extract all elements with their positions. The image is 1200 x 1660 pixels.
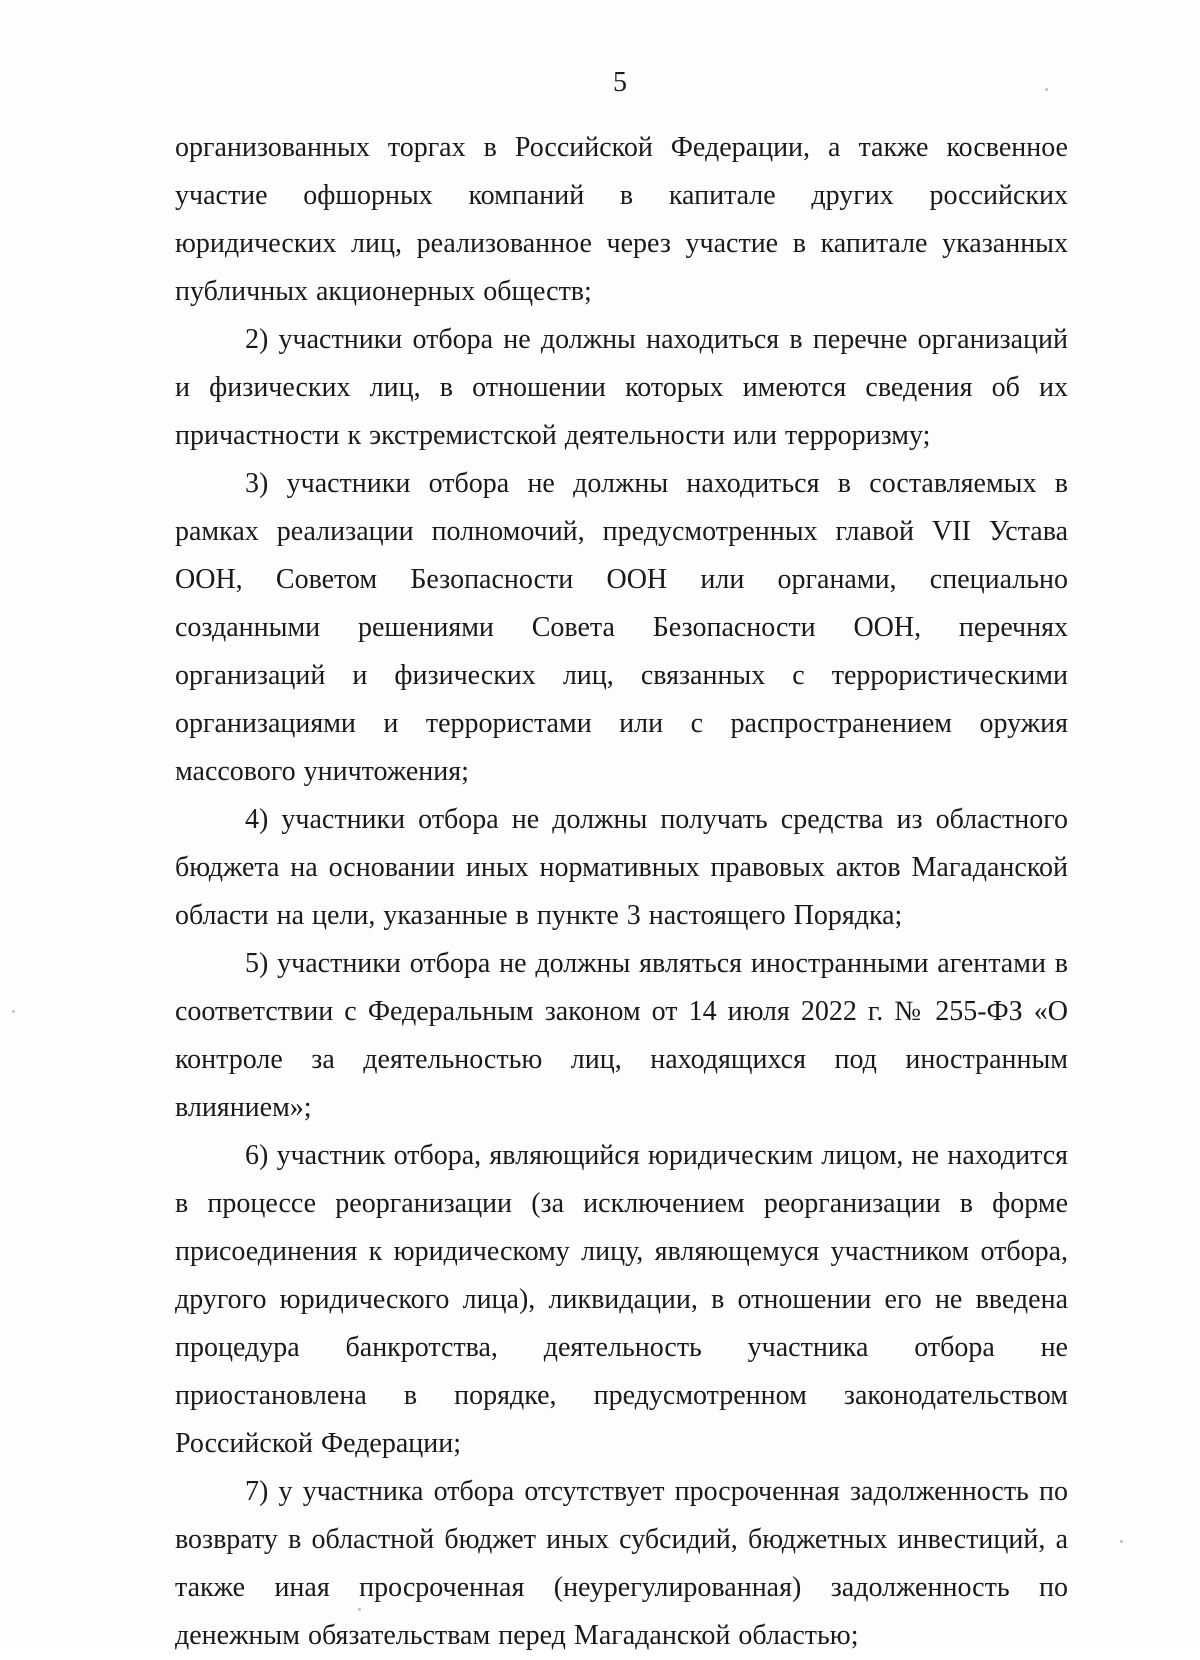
paragraph-item-3: 3) участники отбора не должны находиться в составляемых в рамках реализации полномочий, предусмотренных главой VII Устава ООН, Советом Безопасности ООН или органами, специально созданными решениями Совета Безопасности ООН, перечнях организаций и физических лиц, связанных с террористическими организациями и террористами или с распространением оружия массового уничтожения; — [175, 468, 1068, 787]
paragraph-item-2: 2) участники отбора не должны находиться в перечне организаций и физических лиц, в отношении которых имеются сведения об их причастности к экстремистской деятельности или терроризму; — [175, 324, 1068, 451]
scan-speck — [358, 1608, 361, 1611]
paragraph-item-5: 5) участники отбора не должны являться иностранными агентами в соответствии с Федеральным законом от 14 июля 2022 г. № 255-ФЗ «О контроле за деятельностью лиц, находящихся под иностранным влиянием»; — [175, 948, 1068, 1123]
paragraph-item-7: 7) у участника отбора отсутствует просроченная задолженность по возврату в областной бюджет иных субсидий, бюджетных инвестиций, а также иная просроченная (неурегулированная) задолженность по денежным обязательствам перед Магаданской областью; — [175, 1476, 1068, 1651]
paragraph-item-6: 6) участник отбора, являющийся юридическим лицом, не находится в процессе реорганизации (за исключением реорганизации в форме присоединения к юридическому лицу, являющемуся участником отбора, другого юридического лица), ликвидации, в отношении его не введена процедура банкротства, деятельность участника отбора не приостановлена в порядке, предусмотренном законодательством Российской Федерации; — [175, 1140, 1068, 1459]
scan-speck — [1120, 1540, 1123, 1543]
scan-speck — [12, 1010, 15, 1013]
document-body — [175, 124, 1068, 1660]
paragraph-continuation: организованных торгах в Российской Федерации, а также косвенное участие офшорных компаний в капитале других российских юридических лиц, реализованное через участие в капитале указанных публичных акционерных обществ; — [175, 132, 1068, 307]
scan-speck — [1045, 88, 1048, 91]
page-number: 5 — [613, 67, 627, 98]
paragraph-item-4: 4) участники отбора не должны получать средства из областного бюджета на основании иных нормативных правовых актов Магаданской области на цели, указанные в пункте 3 настоящего Порядка; — [175, 804, 1068, 931]
